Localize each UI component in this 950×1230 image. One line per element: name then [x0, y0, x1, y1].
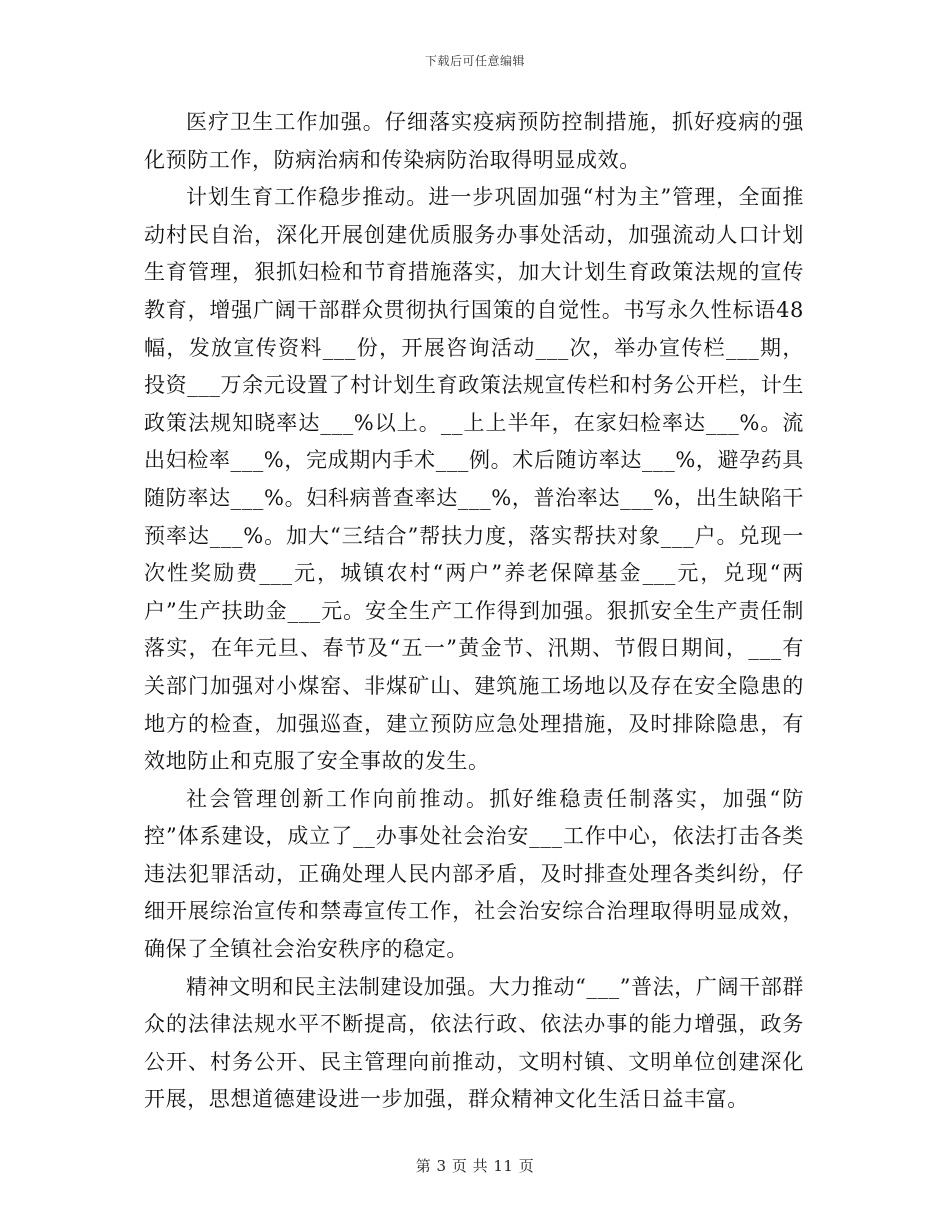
page-footer-number: 第 3 页 共 11 页: [415, 1157, 535, 1175]
paragraph-medical-health: 医疗卫生工作加强。仔细落实疫病预防控制措施，抓好疫病的强化预防工作，防病治病和传染病防治取得明显成效。: [144, 110, 804, 172]
page-header-note: 下载后可任意编辑: [424, 54, 525, 68]
paragraph-civilization-legal: 精神文明和民主法制建设加强。大力推动“___”普法，广阔干部群众的法律法规水平不断提高，依法行政、依法办事的能力增强，政务公开、村务公开、民主管理向前推动，文明村镇、文明单位创建深化开展，思想道德建设进一步加强，群众精神文化生活日益丰富。: [144, 974, 804, 1112]
paragraph-social-management: 社会管理创新工作向前推动。抓好维稳责任制落实，加强“防控”体系建设，成立了__办事处社会治安___工作中心，依法打击各类违法犯罪活动，正确处理人民内部矛盾，及时排查处理各类纠纷，仔细开展综治宣传和禁毒宣传工作，社会治安综合治理取得明显成效，确保了全镇社会治安秩序的稳定。: [144, 786, 804, 962]
paragraph-family-planning: 计划生育工作稳步推动。进一步巩固加强“村为主”管理，全面推动村民自治，深化开展创建优质服务办事处活动，加强流动人口计划生育管理，狠抓妇检和节育措施落实，加大计划生育政策法规的宣传教育，增强广阔干部群众贯彻执行国策的自觉性。书写永久性标语48幅，发放宣传资料___份，开展咨询活动___次，举办宣传栏___期，投资___万余元设置了村计划生育政策法规宣传栏和村务公开栏，计生政策法规知晓率达___%以上。__上上半年，在家妇检率达___%。流出妇检率___%，完成期内手术___例。术后随访率达___%，避孕药具随防率达___%。妇科病普查率达___%，普治率达___%，出生缺陷干预率达___%。加大“三结合”帮扶力度，落实帮扶对象___户。兑现一次性奖励费___元，城镇农村“两户”养老保障基金___元，兑现“两户”生产扶助金___元。安全生产工作得到加强。狠抓安全生产责任制落实，在年元旦、春节及“五一”黄金节、汛期、节假日期间，___有关部门加强对小煤窑、非煤矿山、建筑施工场地以及存在安全隐患的地方的检查，加强巡查，建立预防应急处理措施，及时排除隐患，有效地防止和克服了安全事故的发生。: [144, 185, 804, 774]
document-body: [144, 104, 804, 1119]
